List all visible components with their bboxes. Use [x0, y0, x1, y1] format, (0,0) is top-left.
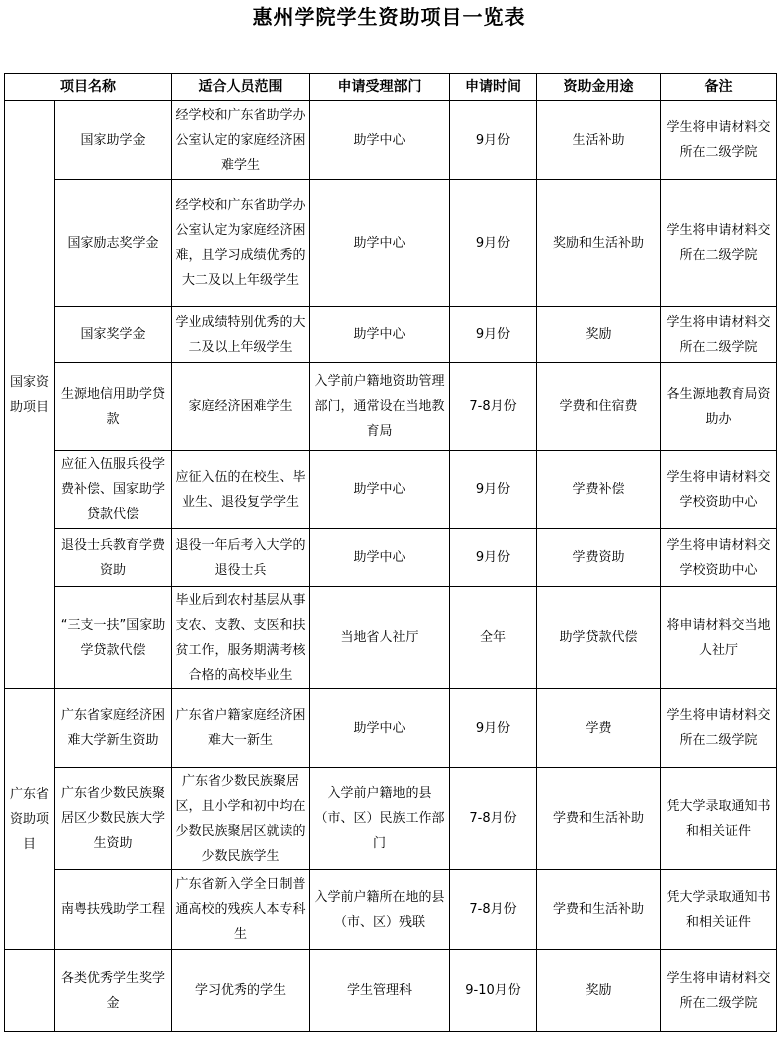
cell-time: 9月份: [450, 529, 537, 587]
cell-scope: 退役一年后考入大学的退役士兵: [172, 529, 310, 587]
category-national: [5, 101, 55, 689]
cell-name: 各类优秀学生奖学金: [55, 950, 172, 1032]
cell-use: 奖励和生活补助: [537, 180, 661, 307]
cell-note: 学生将申请材料交学校资助中心: [661, 529, 777, 587]
cell-note: 将申请材料交当地人社厅: [661, 587, 777, 689]
cell-scope: 广东省新入学全日制普通高校的残疾人本专科生: [172, 870, 310, 950]
cell-scope: 毕业后到农村基层从事支农、支教、支医和扶贫工作，服务期满考核合格的高校毕业生: [172, 587, 310, 689]
cell-note: 学生将申请材料交所在二级学院: [661, 950, 777, 1032]
cell-note: 学生将申请材料交学校资助中心: [661, 451, 777, 529]
cell-scope: 应征入伍的在校生、毕业生、退役复学学生: [172, 451, 310, 529]
cell-scope: 经学校和广东省助学办公室认定的家庭经济困难学生: [172, 101, 310, 180]
cell-dept: 助学中心: [310, 529, 450, 587]
cell-dept: 入学前户籍地的县（市、区）民族工作部门: [310, 768, 450, 870]
table-row: [5, 307, 777, 363]
cell-time: 9-10月份: [450, 950, 537, 1032]
table-row: [5, 180, 777, 307]
cell-note: 学生将申请材料交所在二级学院: [661, 180, 777, 307]
table-row: [5, 587, 777, 689]
cell-name: 退役士兵教育学费资助: [55, 529, 172, 587]
page-title: 惠州学院学生资助项目一览表: [252, 5, 526, 29]
cell-time: 7-8月份: [450, 768, 537, 870]
cell-use: 学费和生活补助: [537, 768, 661, 870]
cell-dept: 学生管理科: [310, 950, 450, 1032]
cell-note: 各生源地教育局资助办: [661, 363, 777, 451]
table-row: [5, 363, 777, 451]
cell-use: 学费和住宿费: [537, 363, 661, 451]
header-note: 备注: [661, 74, 777, 101]
cell-time: 9月份: [450, 307, 537, 363]
cell-dept: 入学前户籍地资助管理部门，通常设在当地教育局: [310, 363, 450, 451]
cell-dept: 入学前户籍所在地的县（市、区）残联: [310, 870, 450, 950]
table-row: [5, 101, 777, 180]
table-row: [5, 689, 777, 768]
cell-name: 南粤扶残助学工程: [55, 870, 172, 950]
cell-name: 国家奖学金: [55, 307, 172, 363]
table-row: [5, 529, 777, 587]
cell-scope: 学业成绩特别优秀的大二及以上年级学生: [172, 307, 310, 363]
category-other: [5, 950, 55, 1032]
cell-use: 生活补助: [537, 101, 661, 180]
cell-scope: 家庭经济困难学生: [172, 363, 310, 451]
cell-name: 生源地信用助学贷款: [55, 363, 172, 451]
category-guangdong: [5, 689, 55, 950]
table-row: [5, 870, 777, 950]
cell-time: 全年: [450, 587, 537, 689]
cell-use: 助学贷款代偿: [537, 587, 661, 689]
cell-note: 学生将申请材料交所在二级学院: [661, 689, 777, 768]
table-header-row: [5, 74, 777, 101]
cell-time: 9月份: [450, 180, 537, 307]
cell-use: 学费补偿: [537, 451, 661, 529]
header-dept: 申请受理部门: [310, 74, 450, 101]
cell-time: 9月份: [450, 451, 537, 529]
cell-scope: 经学校和广东省助学办公室认定为家庭经济困难，且学习成绩优秀的大二及以上年级学生: [172, 180, 310, 307]
cell-note: 凭大学录取通知书和相关证件: [661, 870, 777, 950]
cell-dept: 助学中心: [310, 101, 450, 180]
aid-projects-table: [4, 73, 777, 1032]
cell-scope: 学习优秀的学生: [172, 950, 310, 1032]
cell-time: 9月份: [450, 101, 537, 180]
cell-use: 学费和生活补助: [537, 870, 661, 950]
cell-time: 9月份: [450, 689, 537, 768]
cell-use: 奖励: [537, 950, 661, 1032]
cell-note: 学生将申请材料交所在二级学院: [661, 307, 777, 363]
cell-note: 凭大学录取通知书和相关证件: [661, 768, 777, 870]
header-name: 项目名称: [5, 74, 172, 101]
category-label: 国家资助项目: [9, 374, 49, 415]
cell-dept: 助学中心: [310, 180, 450, 307]
cell-dept: 助学中心: [310, 689, 450, 768]
cell-scope: 广东省户籍家庭经济困难大一新生: [172, 689, 310, 768]
cell-dept: 当地省人社厅: [310, 587, 450, 689]
cell-name: 国家励志奖学金: [55, 180, 172, 307]
cell-dept: 助学中心: [310, 307, 450, 363]
cell-use: 学费资助: [537, 529, 661, 587]
table-row: [5, 768, 777, 870]
cell-scope: 广东省少数民族聚居区，且小学和初中均在少数民族聚居区就读的少数民族学生: [172, 768, 310, 870]
header-time: 申请时间: [450, 74, 537, 101]
cell-use: 学费: [537, 689, 661, 768]
cell-name: 广东省少数民族聚居区少数民族大学生资助: [55, 768, 172, 870]
table-row: [5, 950, 777, 1032]
cell-time: 7-8月份: [450, 870, 537, 950]
category-label: 广东省资助项目: [9, 786, 49, 852]
table-row: [5, 451, 777, 529]
header-use: 资助金用途: [537, 74, 661, 101]
cell-note: 学生将申请材料交所在二级学院: [661, 101, 777, 180]
cell-name: 广东省家庭经济困难大学新生资助: [55, 689, 172, 768]
cell-dept: 助学中心: [310, 451, 450, 529]
cell-use: 奖励: [537, 307, 661, 363]
cell-time: 7-8月份: [450, 363, 537, 451]
cell-name: 应征入伍服兵役学费补偿、国家助学贷款代偿: [55, 451, 172, 529]
header-scope: 适合人员范围: [172, 74, 310, 101]
cell-name: 国家助学金: [55, 101, 172, 180]
cell-name: “三支一扶”国家助学贷款代偿: [55, 587, 172, 689]
